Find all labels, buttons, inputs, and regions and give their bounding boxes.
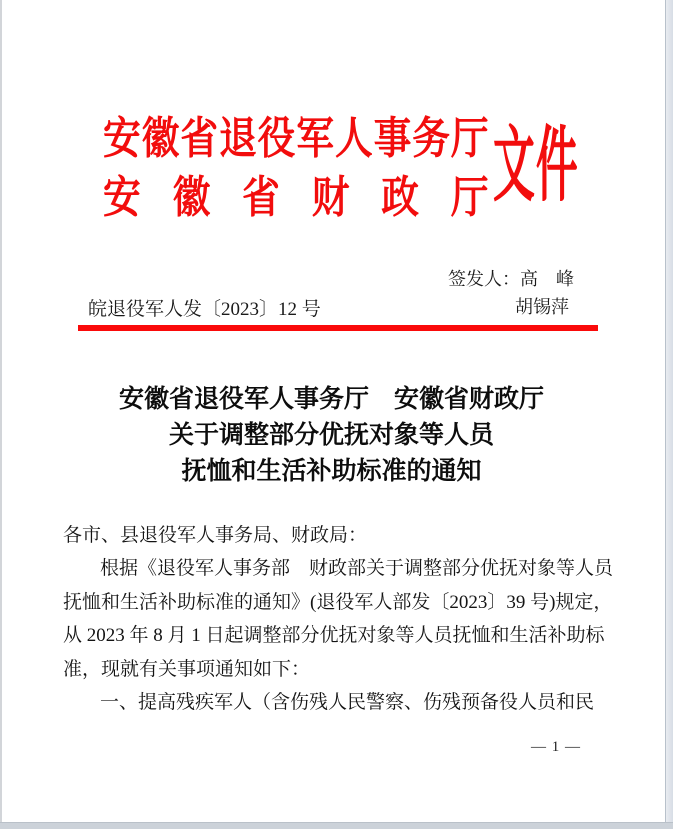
document-type-mark: 文件 [493, 120, 579, 211]
title-line3: 抚恤和生活补助标准的通知 [181, 458, 482, 485]
page-bottom-edge [0, 822, 673, 829]
page-right-edge [665, 0, 673, 829]
issuer-signer-line: 签发人：高 峰 [448, 269, 574, 289]
body-line: 准，现就有关事项通知如下： [63, 658, 311, 680]
body-line: 从 2023 年 8 月 1 日起调整部分优抚对象等人员抚恤和生活补助标 [63, 625, 605, 647]
issuer-signer-name2: 胡锡萍 [515, 297, 569, 317]
page-left-edge [0, 0, 2, 829]
body-line-salutation: 各市、县退役军人事务局、财政局： [63, 525, 368, 546]
body-line: 根据《退役军人事务部 财政部关于调整部分优抚对象等人员 [100, 558, 614, 580]
page-number: — 1 — [531, 739, 581, 755]
document-number: 皖退役军人发〔2023〕12 号 [88, 299, 321, 320]
agency-name-line1: 安 徽 省 退 役 军 人 事 务 厅 [103, 114, 489, 163]
body-line: 一、提高残疾军人（含伤残人民警察、伤残预备役人员和民 [100, 691, 595, 713]
title-line2: 关于调整部分优抚对象等人员 [168, 422, 494, 449]
document-body [63, 519, 614, 719]
agency-name-line2: 安 徽 省 财 政 厅 [103, 173, 489, 222]
body-line: 抚恤和生活补助标准的通知》(退役军人部发〔2023〕39 号)规定， [63, 591, 613, 613]
title-line1: 安徽省退役军人事务厅 安徽省财政厅 [118, 386, 544, 413]
document-title [63, 382, 600, 490]
red-divider-rule [78, 325, 598, 331]
letterhead [103, 109, 489, 227]
